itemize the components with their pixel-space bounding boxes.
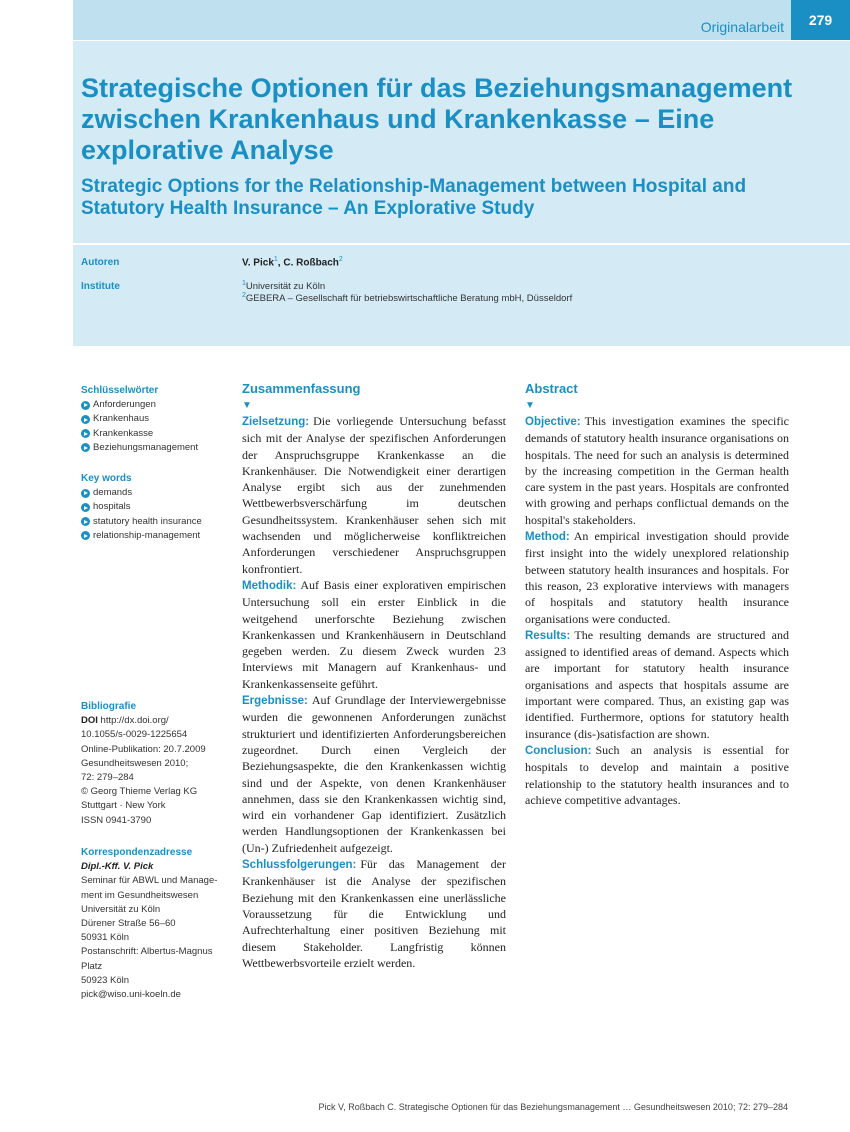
- institute-ref: 2: [242, 292, 246, 299]
- author-affiliation-ref: 2: [338, 256, 343, 263]
- section-text: An empirical investigation should provide first insight into the widely unexplored relationship between statutory health insurances and hospitals. For this reason, 23 explorative interviews with managers of hospitals and statutory health insurance organisations were conducted.: [525, 529, 789, 626]
- abstract-section: [525, 742, 789, 808]
- correspondence-name: Dipl.-Kff. V. Pick: [81, 861, 154, 873]
- institutes-label: Institute: [81, 281, 120, 292]
- section-label: Ergebnisse:: [242, 695, 308, 708]
- keyword-item: [81, 529, 231, 543]
- arrow-bullet-icon: [81, 415, 90, 424]
- arrow-bullet-icon: [81, 401, 90, 410]
- arrow-bullet-icon: [81, 517, 90, 526]
- keyword-item: [81, 500, 231, 514]
- keyword-item: [81, 515, 231, 529]
- top-strip: [73, 0, 850, 41]
- section-label: Methodik:: [242, 579, 297, 592]
- abstract-en-heading: Abstract: [525, 381, 578, 396]
- abstract-section: [242, 856, 506, 971]
- keyword-item: [81, 412, 231, 426]
- keyword-text: Krankenkasse: [93, 427, 154, 439]
- biblio-line: Stuttgart · New York: [81, 800, 166, 812]
- address-line: Dürener Straße 56–60: [81, 918, 176, 930]
- keywords-de: [81, 384, 231, 455]
- abstract-section: [242, 577, 506, 692]
- institute-name: GEBERA – Gesellschaft für betriebswirtschaftliche Beratung mbH, Düsseldorf: [245, 293, 573, 305]
- correspondence: [81, 846, 231, 1002]
- section-text: The resulting demands are structured and assigned to identified areas of demand. Aspects which are important for statutory health insurance organisations and aspects that hospitals assume are important were compared. Thus, an existing gap was identified. Furthermore, options for statutory health insurance (dis-)satisfaction are shown.: [525, 627, 789, 741]
- section-text: Die vorliegende Untersuchung befasst sich mit der Analyse der spezifischen Anforderungen der Anspruchsgruppe Krankenkasse an die Krankenhäuser. Die Notwendigkeit einer derartigen Analyse ergibt sich aus der zunehmenden Wettbewerbsverschärfung im deutschen Gesundheitssystem. Krankenhäuser sehen sich mit wachsenden und möglicherweise konfliktreichen Anforderungen verschiedener Anspruchsgruppen konfrontiert.: [242, 414, 506, 576]
- correspondence-heading: Korrespondenzadresse: [81, 847, 193, 858]
- abstract-en: [525, 380, 789, 808]
- section-text: Auf Basis einer explorativen empirischen Untersuchung soll ein erster Einblick in die weitgehend unerforschte Beziehung zwischen Krankenkassen und Krankenhäusern in Deutschland gegeben werden. Zu diesem Zweck wurden 23 Interviews mit Managern auf Krankenhaus- und Krankenkassenseite geführt.: [242, 577, 506, 691]
- doi-line: [81, 714, 231, 728]
- keyword-item: [81, 441, 231, 455]
- article-title-de: Strategische Optionen für das Beziehungsmanagement zwischen Krankenhaus und Krankenkasse – Eine explorative Analyse: [81, 73, 793, 165]
- header-divider: [73, 243, 850, 245]
- authors-label: Autoren: [81, 257, 120, 268]
- section-label: Results:: [525, 629, 571, 642]
- abstract-section: [242, 692, 506, 856]
- author-separator: ,: [277, 257, 284, 269]
- address-line: 50931 Köln: [81, 932, 130, 944]
- biblio-line: © Georg Thieme Verlag KG: [81, 786, 198, 798]
- abstract-section: [525, 528, 789, 627]
- abstract-section: [525, 627, 789, 742]
- address-line: Platz: [81, 960, 103, 972]
- footer-citation: Pick V, Roßbach C. Strategische Optionen für das Beziehungsmanagement … Gesundheitswesen 2010; 72: 279–284: [318, 1102, 788, 1112]
- authors-line: [242, 256, 343, 268]
- institute-line: [242, 292, 572, 304]
- biblio-line: ISSN 0941-3790: [81, 814, 152, 826]
- section-label: Objective:: [525, 416, 581, 428]
- section-label: Originalarbeit: [700, 19, 784, 35]
- biblio-line: 10.1055/s-0029-1225654: [81, 729, 188, 741]
- article-title-en: Strategic Options for the Relationship-Management between Hospital and Statutory Health Insurance – An Explorative Study: [81, 176, 747, 219]
- keyword-text: Anforderungen: [93, 399, 156, 411]
- keywords-de-heading: Schlüsselwörter: [81, 385, 159, 396]
- author-name: C. Roßbach: [283, 257, 339, 269]
- keywords-en-heading: Key words: [81, 473, 132, 484]
- doi-label: DOI: [81, 715, 98, 727]
- abstract-section: [525, 413, 789, 528]
- keyword-text: statutory health insurance: [93, 515, 202, 527]
- section-text: This investigation examines the specific demands of statutory health insurance organisations on hospitals. The need for such an analysis is determined by the increasing competition in the German health care system in the past years. Hospitals are confronted with growing and perhaps conflictual demands on the hospital's stakeholders.: [525, 414, 789, 527]
- abstract-de-heading: Zusammenfassung: [242, 381, 361, 396]
- triangle-down-icon: [525, 398, 789, 413]
- section-label: Zielsetzung:: [242, 416, 310, 428]
- keyword-text: Krankenhaus: [93, 413, 149, 425]
- doi-link[interactable]: http://dx.doi.org/: [100, 715, 169, 727]
- keyword-text: demands: [93, 487, 133, 499]
- institute-name: Universität zu Köln: [245, 281, 326, 293]
- abstract-section: [242, 413, 506, 577]
- arrow-bullet-icon: [81, 429, 90, 438]
- section-label: Method:: [525, 531, 570, 544]
- arrow-bullet-icon: [81, 489, 90, 498]
- address-line: Universität zu Köln: [81, 903, 161, 915]
- arrow-bullet-icon: [81, 531, 90, 540]
- arrow-bullet-icon: [81, 503, 90, 512]
- keyword-item: [81, 398, 231, 412]
- keyword-item: [81, 486, 231, 500]
- bibliography-heading: Bibliografie: [81, 701, 137, 712]
- address-line: Postanschrift: Albertus-Magnus: [81, 946, 213, 958]
- address-line: 50923 Köln: [81, 974, 130, 986]
- triangle-down-icon: [242, 398, 506, 413]
- bibliography: [81, 700, 231, 828]
- biblio-line: 72: 279–284: [81, 772, 134, 784]
- abstract-de: [242, 380, 506, 971]
- biblio-line: Online-Publikation: 20.7.2009: [81, 743, 206, 755]
- keyword-item: [81, 427, 231, 441]
- keywords-en: [81, 472, 231, 543]
- biblio-line: Gesundheitswesen 2010;: [81, 757, 189, 769]
- institute-line: [242, 280, 325, 292]
- author-name: V. Pick: [242, 257, 274, 269]
- section-text: Auf Grundlage der Interviewergebnisse wurden die gewonnenen Anforderungen zunächst strukturiert und identifizierten Anforderungsbereichen zugeordnet. Durch einen Vergleich der Beziehungsaspekte, die den Krankenkassen wichtig sind und der Aspekte, von denen Krankenhäuser annehmen, dass sie den Krankenkassen wichtig sind, wird ein vorhandener Gap identifiziert. Zusätzlich werden Handlungsoptionen der Krankenkassen bei (Un-) Zufriedenheit aufgezeigt.: [242, 693, 506, 855]
- address-line: ment im Gesundheitswesen: [81, 889, 199, 901]
- author-affiliation-ref: 1: [273, 256, 278, 263]
- keyword-text: hospitals: [93, 501, 131, 513]
- section-text: Such an analysis is essential for hospitals to develop and maintain a positive relationship to the statutory health insurances and to achieve competitive advantages.: [525, 742, 789, 807]
- arrow-bullet-icon: [81, 443, 90, 452]
- section-text: Für das Management der Krankenhäuser ist die Analyse der spezifischen Beziehung mit den Krankenkassen eine unerlässliche Voraussetzung für die Entwicklung und Aufrechterhaltung einer positiven Beziehung mit diesem Stakeholder. Langfristig können Wettbewerbsvorteile erzielt werden.: [242, 857, 506, 970]
- section-label: Schlussfolgerungen:: [242, 859, 357, 872]
- address-line: Seminar für ABWL und Manage-: [81, 875, 218, 887]
- page-number: 279: [791, 0, 850, 40]
- keyword-text: Beziehungsmanagement: [93, 441, 199, 453]
- keyword-text: relationship-management: [93, 529, 201, 541]
- institute-ref: 1: [242, 280, 246, 287]
- section-label: Conclusion:: [525, 744, 592, 757]
- email-link[interactable]: pick@wiso.uni-koeln.de: [81, 989, 181, 1001]
